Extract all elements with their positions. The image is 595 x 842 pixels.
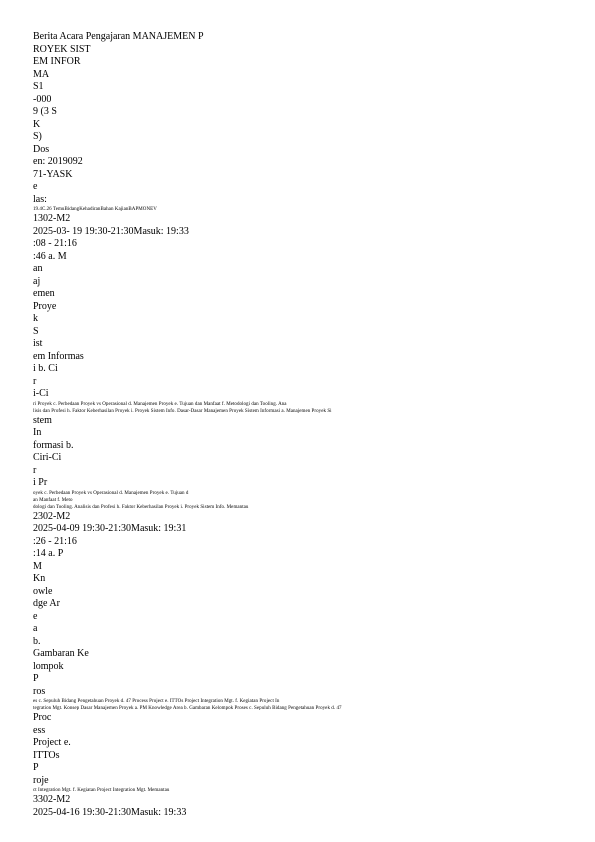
text-line: 2302-M2	[33, 510, 71, 522]
text-line: en: 2019092	[33, 156, 83, 167]
text-line: 19.4C.26 TemuBidangKehadiranBahan KajianBAPMONEV	[33, 207, 157, 212]
text-line: an Manfaat f. Meto	[33, 497, 73, 503]
text-line: Proc	[33, 712, 52, 723]
text-line: 9 (3 S	[33, 106, 57, 117]
text-line: formasi b.	[33, 439, 74, 451]
text-line: 1302-M2	[33, 213, 71, 224]
text-line: aj	[33, 275, 41, 287]
document-text	[33, 31, 573, 819]
text-line: em Informas	[33, 350, 84, 362]
text-line: P	[33, 762, 39, 773]
text-line: owle	[33, 585, 53, 597]
text-line: :14 a. P	[33, 548, 64, 559]
text-line: :26 - 21:16	[33, 535, 77, 547]
text-line: i Pr	[33, 477, 48, 488]
text-line: Berita Acara Pengajaran MANAJEMEN P	[33, 31, 204, 42]
text-line: 71-YASK	[33, 168, 73, 180]
text-line: b.	[33, 635, 41, 647]
text-line: In	[33, 427, 42, 438]
text-line: k	[33, 313, 38, 324]
text-line: tegration Mgt. Konsep Dasar Manajemen Proyek a. PM Knowledge Area b. Gambaran Kelompok Proses c. Sepuluh Bidang Pengetahuan Proyek d. 47	[33, 706, 342, 711]
text-line: Ciri-Ci	[33, 452, 62, 463]
text-line: :08 - 21:16	[33, 238, 77, 249]
text-line: P	[33, 673, 39, 684]
text-line: emen	[33, 288, 55, 299]
text-line: 2025-04-16 19:30-21:30Masuk: 19:33	[33, 806, 187, 818]
text-line: oyek c. Perbedaan Proyek vs Operasional d. Manajemen Proyek e. Tujuan d	[33, 490, 189, 496]
text-line: dge Ar	[33, 598, 60, 609]
text-line: ros	[33, 685, 46, 697]
text-line: Dos	[33, 143, 50, 155]
text-line: ct Integration Mgt. f. Kegiatan Project Integration Mgt. Memantau	[33, 788, 170, 793]
text-line: -000	[33, 93, 52, 105]
text-line: ROYEK SIST	[33, 43, 91, 55]
text-line: i b. Ci	[33, 363, 58, 374]
text-line: e	[33, 181, 38, 192]
text-line: ri Proyek c. Perbedaan Proyek vs Operasional d. Manajemen Proyek e. Tujuan dan Manfaat f. Metodologi dan Tooling. Ana	[33, 401, 287, 407]
text-line: :46 a. M	[33, 250, 67, 262]
text-line: Proye	[33, 300, 57, 312]
text-line: K	[33, 118, 41, 130]
text-line: Kn	[33, 573, 46, 584]
text-line: es c. Sepuluh Bidang Pengetahuan Proyek d. 47 Process Project e. ITTOs Project Integration Mgt. f. Kegiatan Project In	[33, 699, 280, 704]
text-line: 2025-04-09 19:30-21:30Masuk: 19:31	[33, 523, 187, 534]
text-line: las:	[33, 193, 47, 205]
text-line: M	[33, 560, 42, 572]
text-line: i-Ci	[33, 388, 49, 399]
text-line: S	[33, 325, 39, 337]
text-line: an	[33, 263, 43, 274]
text-line: a	[33, 623, 38, 634]
text-line: EM INFOR	[33, 56, 81, 67]
text-line: r	[33, 375, 37, 387]
text-line: roje	[33, 774, 49, 786]
text-line: 3302-M2	[33, 794, 71, 805]
text-line: stem	[33, 414, 52, 426]
text-line: ist	[33, 338, 43, 349]
text-line: Gambaran Ke	[33, 648, 89, 659]
text-line: lompok	[33, 660, 64, 672]
text-line: r	[33, 464, 37, 476]
text-line: Project e.	[33, 737, 71, 748]
text-line: MA	[33, 68, 50, 80]
text-line: ITTOs	[33, 749, 60, 761]
text-line: ess	[33, 724, 46, 736]
text-line: dologi dan Tooling. Analisis dan Profesi h. Faktor Keberhasilan Proyek i. Proyek Sistem Info. Memantau	[33, 504, 249, 510]
text-line: e	[33, 610, 38, 622]
text-line: S1	[33, 81, 44, 92]
text-line: S)	[33, 131, 42, 142]
text-line: lisis dan Profesi h. Faktor Keberhasilan Proyek i. Proyek Sistem Info. Dasar-Dasar Manajemen Proyek Sistem Informasi a. Manajemen Proyek Si	[33, 408, 332, 414]
text-line: 2025-03- 19 19:30-21:30Masuk: 19:33	[33, 225, 189, 237]
